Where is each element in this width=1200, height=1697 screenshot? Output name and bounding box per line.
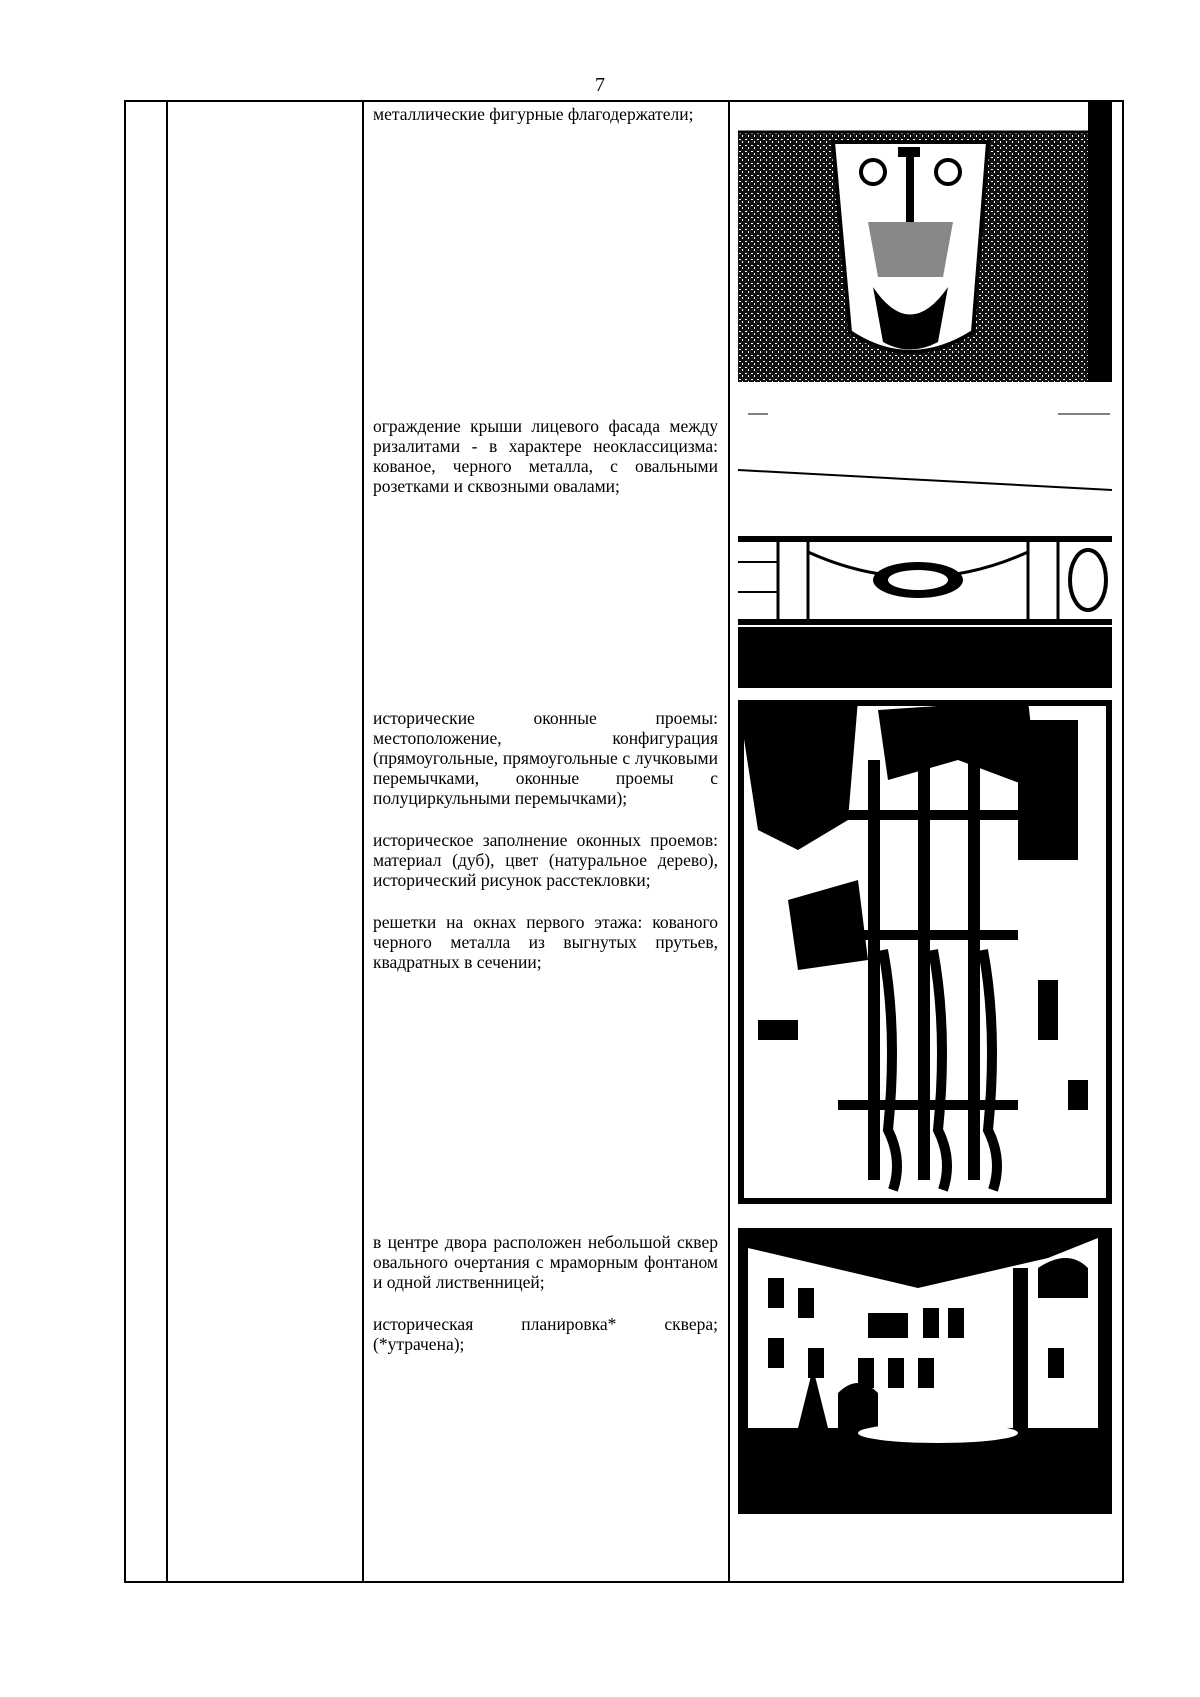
description-paragraph: металлические фигурные флагодержатели;: [373, 104, 694, 124]
description-paragraph: в центре двора расположен небольшой сквер овального очертания с мраморным фонтаном и одной лиственницей;: [373, 1232, 718, 1292]
table-row-text: [373, 104, 718, 146]
page-number: 7: [595, 74, 605, 96]
table-row-text: [373, 1232, 718, 1376]
description-paragraph: историческое заполнение оконных проемов: материал (дуб), цвет (натуральное дерево), исторический рисунок расстекловки;: [373, 830, 718, 890]
description-paragraph: исторические оконные проемы: местоположение, конфигурация (прямоугольные, прямоугольные с лучковыми перемычками, оконные проемы с полуциркульными перемычками);: [373, 708, 718, 808]
column-divider: [362, 102, 364, 1581]
column-divider: [728, 102, 730, 1581]
description-paragraph: историческая планировка* сквера; (*утрачена);: [373, 1314, 718, 1354]
table-row-text: [373, 708, 718, 994]
lion-head-flag-holder-photo: [738, 102, 1112, 382]
courtyard-photo: [738, 1228, 1112, 1514]
table-row-text: [373, 416, 718, 518]
description-paragraph: ограждение крыши лицевого фасада между ризалитами - в характере неоклассицизма: кованое, черного металла, с овальными розетками и сквозными овалами;: [373, 416, 718, 496]
description-paragraph: решетки на окнах первого этажа: кованого черного металла из выгнутых прутьев, квадратных в сечении;: [373, 912, 718, 972]
roof-railing-photo: [738, 402, 1112, 688]
column-divider: [166, 102, 168, 1581]
window-grille-photo: [738, 700, 1112, 1204]
